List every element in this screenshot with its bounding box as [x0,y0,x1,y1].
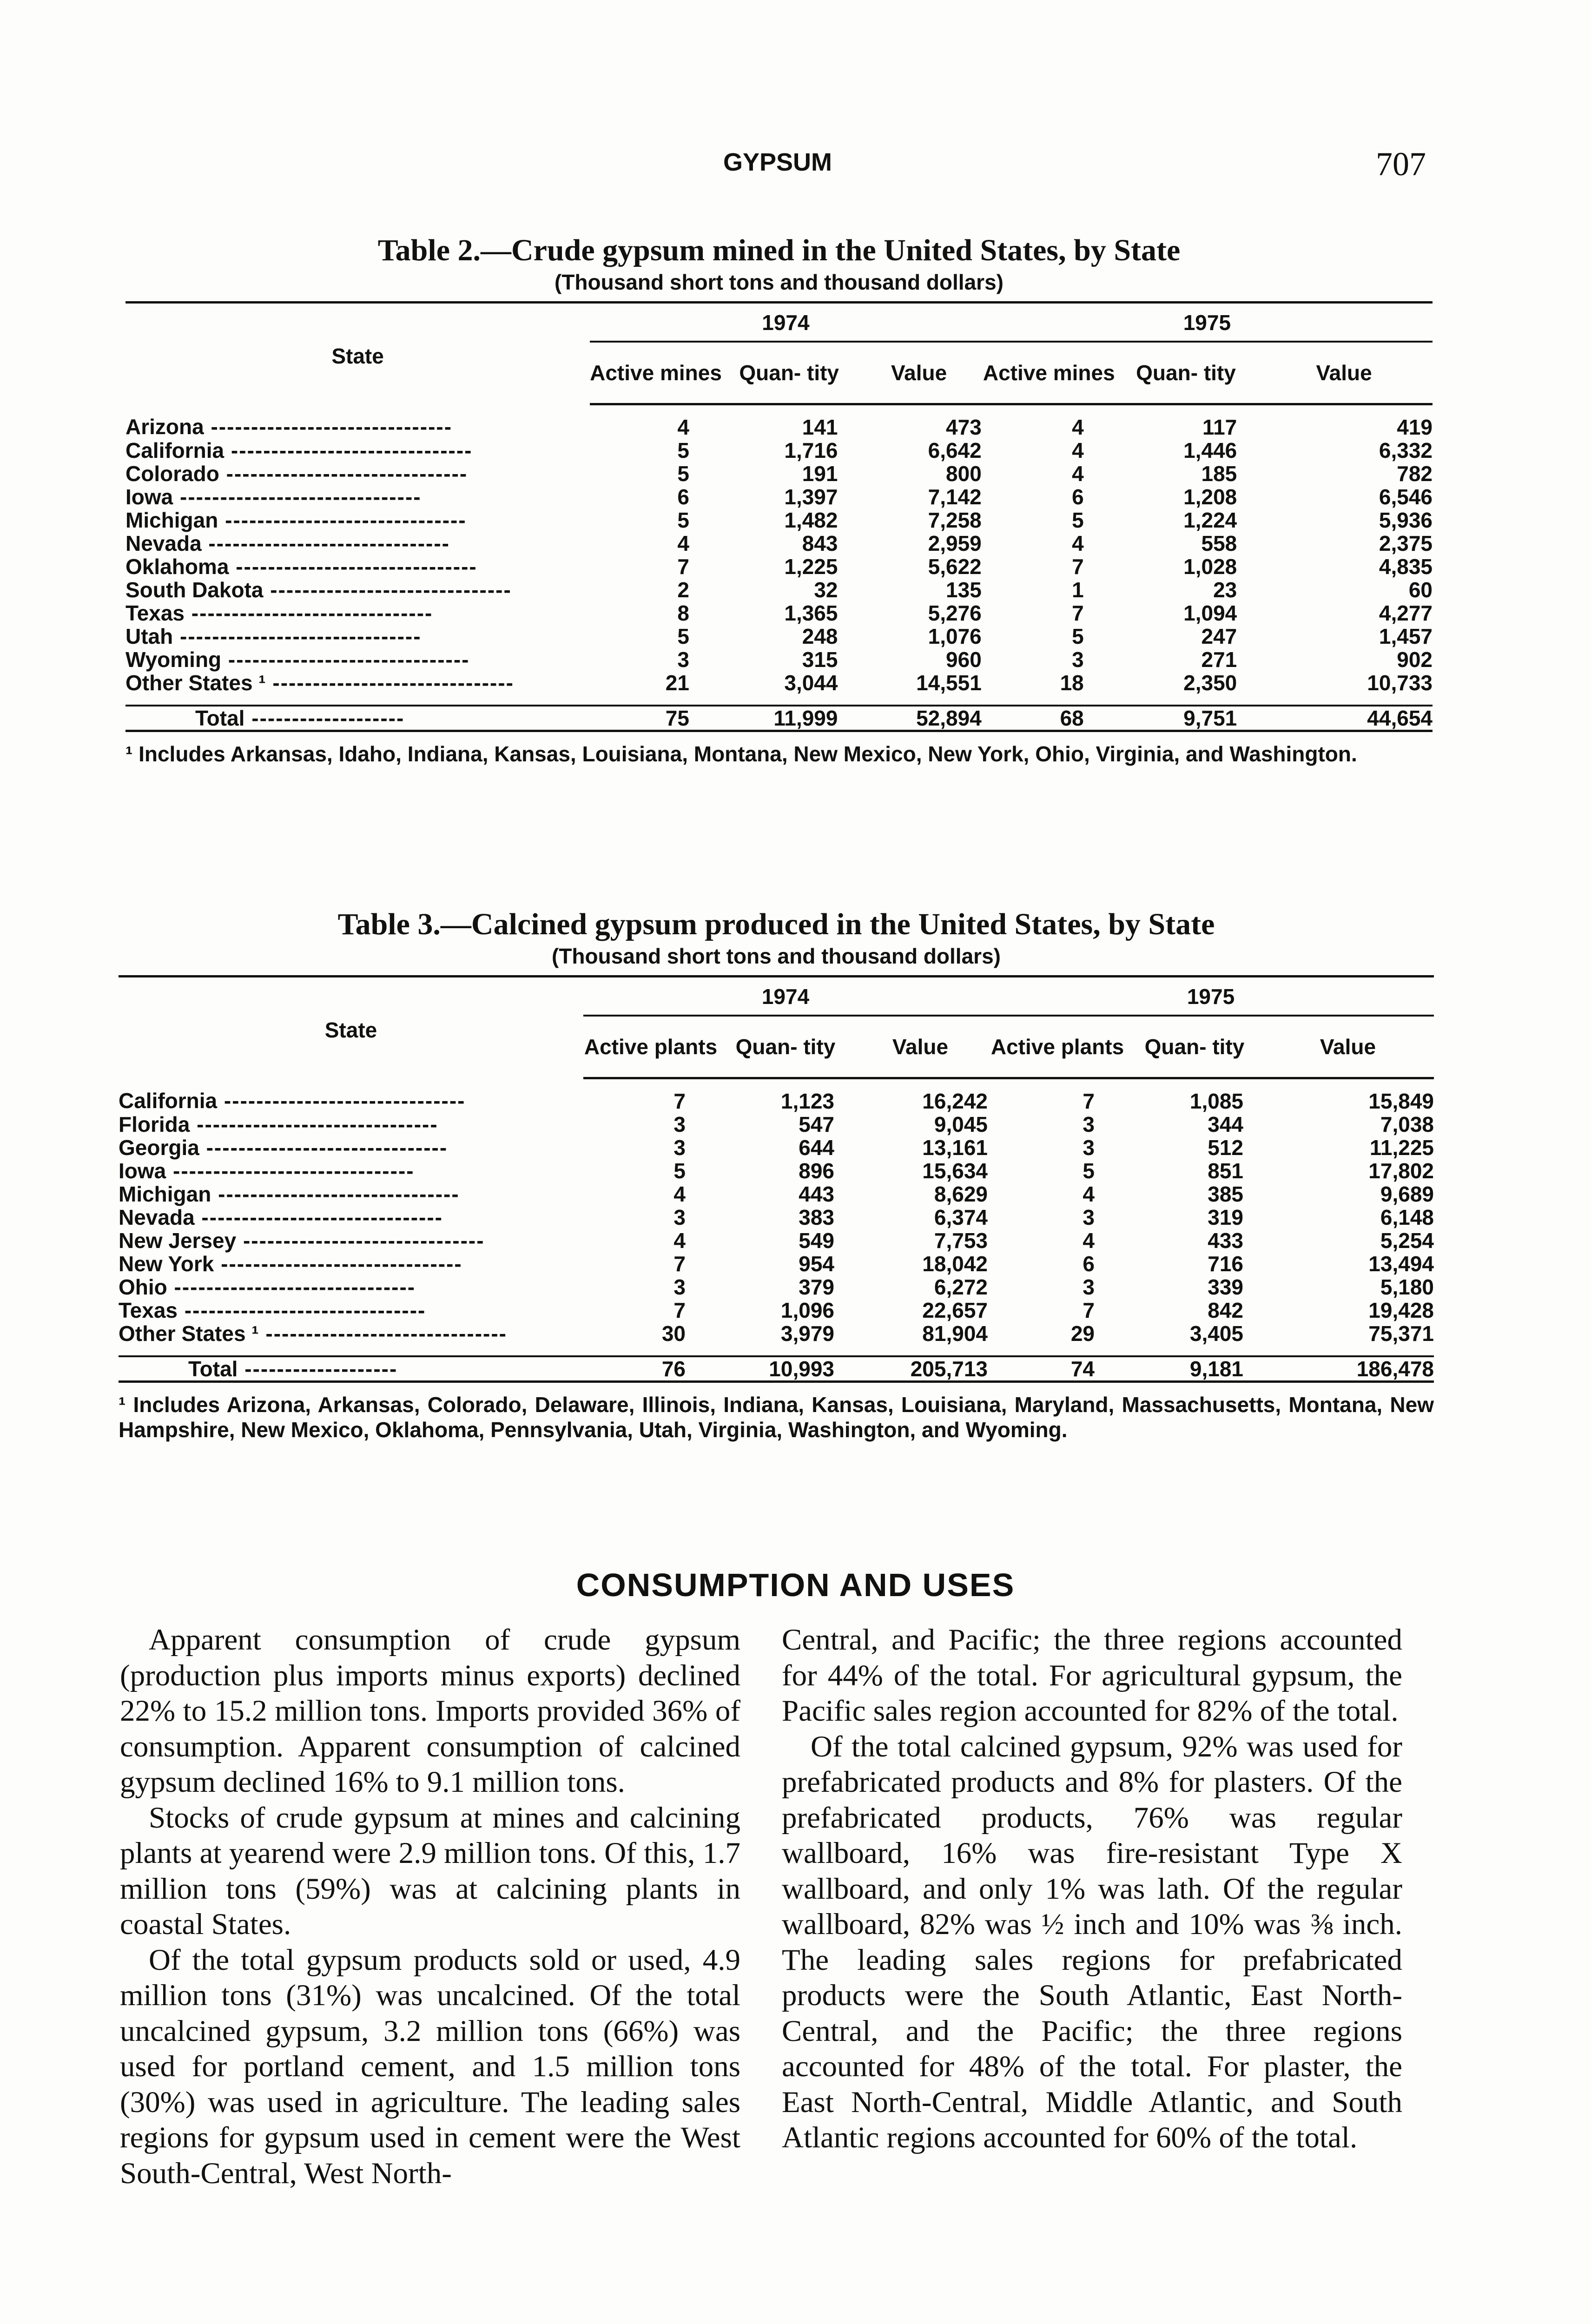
active-count-cell: 8 [677,601,689,625]
state-label: Other States ¹ [125,671,266,695]
active-count-cell: 4 [1072,415,1084,439]
value-cell: 419 [1397,415,1433,439]
value-cell: 6,148 [1380,1205,1434,1229]
state-label: Nevada [119,1205,195,1229]
table-row [119,1159,1434,1182]
quantity-cell: 185 [1201,462,1237,486]
table-3-title: Table 3.—Calcined gypsum produced in the United States, by State [337,907,1215,941]
paragraph: Central, and Pacific; the three regions accounted for 44% of the total. For agricultural gypsum, the Pacific sales region accounted for 82% of the total. [782,1623,1402,1728]
active-count-cell: 3 [673,1136,686,1160]
state-label: New Jersey [119,1228,237,1253]
paragraph: Of the total calcined gypsum, 92% was used for prefabricated products and 8% for plasters. Of the prefabricated products, 76% was regular wallboard, 16% was fire-resistant Type X wallboard, and only 1% was lath. Of the regular wallboard, 82% was ½ inch and 10% was ⅜ inch. The leading sales regions for prefabricated products were the South Atlantic, East North-Central, and the Pacific; the three regions accounted for 48% of the total. For plaster, the East North-Central, Middle Atlantic, and South Atlantic regions accounted for 60% of the total. [782,1730,1402,2154]
state-header: State [324,1018,377,1042]
quantity-cell: 11,999 [722,706,857,730]
quantity-cell: 1,482 [784,508,838,532]
state-name: Nevada ------------------------------ [119,1205,443,1229]
paragraph: Apparent consumption of crude gypsum (production plus imports minus exports) declined 22% to 15.2 million tons. Imports provided 36% of consumption. Apparent consumption of calcined gypsum declined 16% to 9.1 million tons. [120,1623,740,1799]
value-cell: 9,689 [1380,1182,1434,1206]
quantity-cell: 1,028 [1183,555,1237,579]
state-label: Total [195,706,245,730]
active-count-cell: 5 [1072,508,1084,532]
value-cell: 5,622 [928,555,982,579]
active-count-cell: 6 [1083,1252,1095,1276]
state-label: Arizona [125,414,204,439]
quantity-cell: 23 [1213,578,1237,602]
value-cell: 902 [1397,647,1433,672]
active-count-cell: 3 [1083,1205,1095,1229]
table-row [119,1275,1434,1299]
table-row [125,532,1433,555]
state-label: Other States ¹ [119,1321,259,1346]
state-label: Georgia [119,1136,199,1160]
value-cell: 15,849 [1368,1089,1434,1113]
state-name: Other States ¹ ------------------------------ [119,1321,507,1346]
state-label: South Dakota [125,578,264,602]
state-label: Texas [119,1298,178,1322]
active-count-cell: 5 [673,1159,686,1183]
state-name: New York ------------------------------ [119,1252,462,1276]
table-row [125,462,1433,485]
state-label: Texas [125,601,185,625]
value-cell: 5,936 [1379,508,1433,532]
value-cell: 18,042 [922,1252,988,1276]
value-cell: 135 [946,578,982,602]
value-cell: 7,753 [934,1228,988,1253]
active-count-cell: 3 [673,1112,686,1136]
table-row [125,625,1433,648]
table-3-subtitle: (Thousand short tons and thousand dollars) [552,944,1001,968]
value-cell: 11,225 [1369,1136,1434,1160]
value-cell: 60 [1408,578,1433,602]
quantity-cell: 319 [1208,1205,1243,1229]
value-cell: 7,038 [1380,1112,1434,1136]
state-name: Florida ------------------------------ [119,1112,438,1136]
active-count-cell: 3 [1072,647,1084,672]
active-count-cell: 3 [1083,1275,1095,1299]
year-1975-header: 1975 [982,304,1433,342]
quantity-cell: 547 [799,1112,834,1136]
value-cell: 14,551 [916,671,982,695]
state-name: Wyoming ------------------------------ [125,647,470,672]
active-count-cell: 18 [1060,671,1084,695]
state-name: South Dakota ------------------------------ [125,578,512,602]
quantity-cell: 716 [1208,1252,1243,1276]
value-cell: 4,277 [1379,601,1433,625]
quantity-cell: 644 [799,1136,834,1160]
quantity-cell: 9,181 [1127,1356,1262,1380]
quantity-header: Quan- tity [1116,342,1256,404]
quantity-cell: 1,094 [1183,601,1237,625]
state-name: Total ------------------- [125,706,590,730]
active-count-cell: 5 [677,624,689,648]
active-count-cell: 5 [1083,1159,1095,1183]
value-header: Value [853,1016,988,1078]
quantity-cell: 1,397 [784,485,838,509]
quantity-cell: 1,225 [784,555,838,579]
value-header: Value [1262,1016,1434,1078]
value-cell: 19,428 [1368,1298,1434,1322]
active-count-cell: 75 [590,706,722,730]
value-cell: 186,478 [1262,1356,1434,1380]
state-label: Oklahoma [125,555,229,579]
active-count-cell: 1 [1072,578,1084,602]
value-cell: 5,276 [928,601,982,625]
table-3 [119,906,1434,1442]
value-cell: 2,375 [1379,531,1433,555]
table-2-subtitle: (Thousand short tons and thousand dollars) [555,270,1003,294]
quantity-cell: 379 [799,1275,834,1299]
quantity-cell: 3,044 [784,671,838,695]
quantity-cell: 433 [1208,1228,1243,1253]
table-row [125,404,1433,439]
state-label: Total [188,1357,238,1381]
active-count-cell: 21 [665,671,689,695]
value-cell: 44,654 [1255,706,1433,730]
state-label: Colorado [125,462,219,486]
quantity-cell: 10,993 [718,1356,853,1380]
quantity-cell: 9,751 [1116,706,1256,730]
active-mines-header: Active mines [982,342,1116,404]
value-cell: 75,371 [1368,1321,1434,1346]
value-cell: 6,332 [1379,438,1433,462]
table-row [125,578,1433,601]
state-name: Michigan ------------------------------ [119,1182,460,1206]
state-name: Texas ------------------------------ [125,601,433,625]
state-label: Ohio [119,1275,167,1299]
quantity-cell: 117 [1202,415,1237,439]
total-row [125,706,1433,730]
value-cell: 4,835 [1379,555,1433,579]
value-cell: 5,254 [1380,1228,1434,1253]
state-name: Colorado ------------------------------ [125,462,468,486]
quantity-header: Quan- tity [1127,1016,1262,1078]
quantity-cell: 2,350 [1183,671,1237,695]
value-cell: 52,894 [856,706,981,730]
state-label: Michigan [125,508,218,532]
quantity-cell: 247 [1201,624,1237,648]
quantity-cell: 549 [799,1228,834,1253]
active-count-cell: 7 [1072,555,1084,579]
active-count-cell: 4 [1072,531,1084,555]
quantity-cell: 512 [1208,1136,1243,1160]
state-label: Nevada [125,531,202,555]
table-row [125,485,1433,508]
quantity-cell: 339 [1208,1275,1243,1299]
quantity-cell: 383 [799,1205,834,1229]
quantity-cell: 3,979 [780,1321,834,1346]
active-plants-header: Active plants [583,1016,718,1078]
state-name: Total ------------------- [119,1356,583,1380]
state-name: Nevada ------------------------------ [125,531,450,555]
active-count-cell: 4 [1072,462,1084,486]
table-row [125,508,1433,532]
table-2-footnote: ¹ Includes Arkansas, Idaho, Indiana, Kansas, Louisiana, Montana, New Mexico, New York, Ohio, Virginia, and Washington. [125,742,1357,766]
value-cell: 7,258 [928,508,982,532]
active-count-cell: 4 [677,415,689,439]
state-name: Oklahoma ------------------------------ [125,555,477,579]
table-3-footnote: ¹ Includes Arizona, Arkansas, Colorado, Delaware, Illinois, Indiana, Kansas, Louisiana, Maryland, Massachusetts, Montana, New Hampshire, New Mexico, Oklahoma, Pennsylvania, Utah, Virginia, Washington, and Wyoming. [119,1393,1434,1442]
value-cell: 13,494 [1368,1252,1434,1276]
active-count-cell: 5 [677,438,689,462]
value-cell: 6,374 [934,1205,988,1229]
active-count-cell: 7 [673,1252,686,1276]
value-cell: 15,634 [922,1159,988,1183]
state-name: Michigan ------------------------------ [125,508,467,532]
active-count-cell: 4 [677,531,689,555]
total-row [119,1356,1434,1380]
value-cell: 205,713 [853,1356,988,1380]
value-cell: 782 [1397,462,1433,486]
value-cell: 960 [946,647,982,672]
table-row [119,1182,1434,1206]
value-cell: 473 [946,415,982,439]
active-count-cell: 5 [677,462,689,486]
value-cell: 6,272 [934,1275,988,1299]
year-1975-header: 1975 [988,977,1434,1016]
value-cell: 17,802 [1368,1159,1434,1183]
table-2-title: Table 2.—Crude gypsum mined in the United States, by State [377,233,1181,267]
active-count-cell: 3 [677,647,689,672]
table-row [125,439,1433,462]
state-label: California [119,1088,218,1113]
active-count-cell: 7 [677,555,689,579]
running-header: GYPSUM [723,148,832,176]
active-count-cell: 30 [661,1321,686,1346]
table-row [125,671,1433,706]
active-count-cell: 76 [583,1356,718,1380]
paragraph: Stocks of crude gypsum at mines and calcining plants at yearend were 2.9 million tons. Of this, 1.7 million tons (59%) was at calcining plants in coastal States. [120,1801,740,1941]
value-cell: 10,733 [1367,671,1433,695]
quantity-cell: 1,224 [1183,508,1237,532]
quantity-cell: 1,085 [1189,1089,1243,1113]
value-cell: 22,657 [922,1298,988,1322]
active-count-cell: 74 [988,1356,1127,1380]
state-label: Iowa [119,1159,166,1183]
value-cell: 7,142 [928,485,982,509]
quantity-cell: 851 [1208,1159,1243,1183]
table-2-grid [125,304,1433,730]
active-count-cell: 5 [677,508,689,532]
active-count-cell: 3 [1083,1136,1095,1160]
table-row [119,1206,1434,1229]
active-count-cell: 3 [1083,1112,1095,1136]
value-cell: 800 [946,462,982,486]
active-plants-header: Active plants [988,1016,1127,1078]
quantity-cell: 344 [1208,1112,1243,1136]
left-column [120,1622,740,2191]
paragraph: Of the total gypsum products sold or used, 4.9 million tons (31%) was uncalcined. Of the total uncalcined gypsum, 3.2 million tons (66%) was used for portland cement, and 1.5 million tons (30%) was used in agriculture. The leading sales regions for gypsum used in cement were the West South-Central, West North- [120,1943,740,2190]
value-cell: 6,546 [1379,485,1433,509]
value-cell: 5,180 [1380,1275,1434,1299]
value-cell: 1,076 [928,624,982,648]
active-count-cell: 3 [673,1275,686,1299]
quantity-cell: 1,365 [784,601,838,625]
active-count-cell: 7 [1083,1298,1095,1322]
state-name: Georgia ------------------------------ [119,1136,448,1160]
right-column [782,1622,1402,2156]
table-row [119,1252,1434,1275]
year-1974-header: 1974 [583,977,988,1016]
active-count-cell: 4 [1072,438,1084,462]
active-count-cell: 6 [1072,485,1084,509]
table-row [119,1113,1434,1136]
value-cell: 16,242 [922,1089,988,1113]
year-1974-header: 1974 [590,304,982,342]
quantity-cell: 385 [1208,1182,1243,1206]
quantity-cell: 3,405 [1189,1321,1243,1346]
page-number: 707 [1376,145,1426,183]
active-mines-header: Active mines [590,342,722,404]
state-name: Iowa ------------------------------ [119,1159,415,1183]
quantity-cell: 842 [1208,1298,1243,1322]
quantity-cell: 1,716 [784,438,838,462]
quantity-header: Quan- tity [722,342,857,404]
value-header: Value [856,342,981,404]
active-count-cell: 29 [1070,1321,1095,1346]
active-count-cell: 3 [673,1205,686,1229]
active-count-cell: 6 [677,485,689,509]
state-label: Florida [119,1112,190,1136]
value-cell: 13,161 [922,1136,988,1160]
quantity-cell: 558 [1201,531,1237,555]
state-name: California ------------------------------ [119,1088,466,1113]
active-count-cell: 4 [1083,1182,1095,1206]
state-label: California [125,438,224,462]
quantity-cell: 896 [799,1159,834,1183]
value-cell: 8,629 [934,1182,988,1206]
active-count-cell: 7 [1072,601,1084,625]
quantity-cell: 443 [799,1182,834,1206]
value-cell: 9,045 [934,1112,988,1136]
quantity-cell: 32 [814,578,838,602]
state-name: Ohio ------------------------------ [119,1275,416,1299]
quantity-cell: 315 [802,647,838,672]
table-row [119,1136,1434,1159]
state-name: Utah ------------------------------ [125,624,422,648]
quantity-cell: 1,123 [780,1089,834,1113]
state-name: Texas ------------------------------ [119,1298,426,1322]
quantity-cell: 843 [802,531,838,555]
table-row [119,1299,1434,1322]
table-row [119,1322,1434,1356]
value-cell: 2,959 [928,531,982,555]
state-label: Utah [125,624,173,648]
quantity-cell: 1,208 [1183,485,1237,509]
table-row [119,1078,1434,1113]
state-label: Wyoming [125,647,222,672]
state-name: New Jersey ------------------------------ [119,1228,485,1253]
active-count-cell: 68 [982,706,1116,730]
active-count-cell: 5 [1072,624,1084,648]
state-label: Iowa [125,485,173,509]
quantity-cell: 271 [1201,647,1237,672]
table-2 [125,232,1433,766]
quantity-cell: 954 [799,1252,834,1276]
quantity-cell: 1,096 [780,1298,834,1322]
state-header: State [331,344,384,368]
active-count-cell: 7 [1083,1089,1095,1113]
quantity-cell: 191 [802,462,838,486]
active-count-cell: 4 [673,1228,686,1253]
active-count-cell: 4 [673,1182,686,1206]
state-name: Iowa ------------------------------ [125,485,422,509]
section-heading: CONSUMPTION AND USES [576,1567,1015,1603]
value-cell: 6,642 [928,438,982,462]
value-cell: 1,457 [1379,624,1433,648]
table-row [125,555,1433,578]
state-label: New York [119,1252,214,1276]
active-count-cell: 7 [673,1089,686,1113]
table-row [119,1229,1434,1252]
table-row [125,648,1433,671]
table-3-grid [119,977,1434,1380]
active-count-cell: 2 [677,578,689,602]
quantity-cell: 1,446 [1183,438,1237,462]
quantity-cell: 248 [802,624,838,648]
state-name: Other States ¹ ------------------------------ [125,671,514,695]
value-cell: 81,904 [922,1321,988,1346]
value-header: Value [1255,342,1433,404]
state-name: Arizona ------------------------------ [125,414,453,439]
active-count-cell: 4 [1083,1228,1095,1253]
table-row [125,601,1433,625]
active-count-cell: 7 [673,1298,686,1322]
state-name: California ------------------------------ [125,438,473,462]
quantity-cell: 141 [802,415,838,439]
quantity-header: Quan- tity [718,1016,853,1078]
state-label: Michigan [119,1182,211,1206]
